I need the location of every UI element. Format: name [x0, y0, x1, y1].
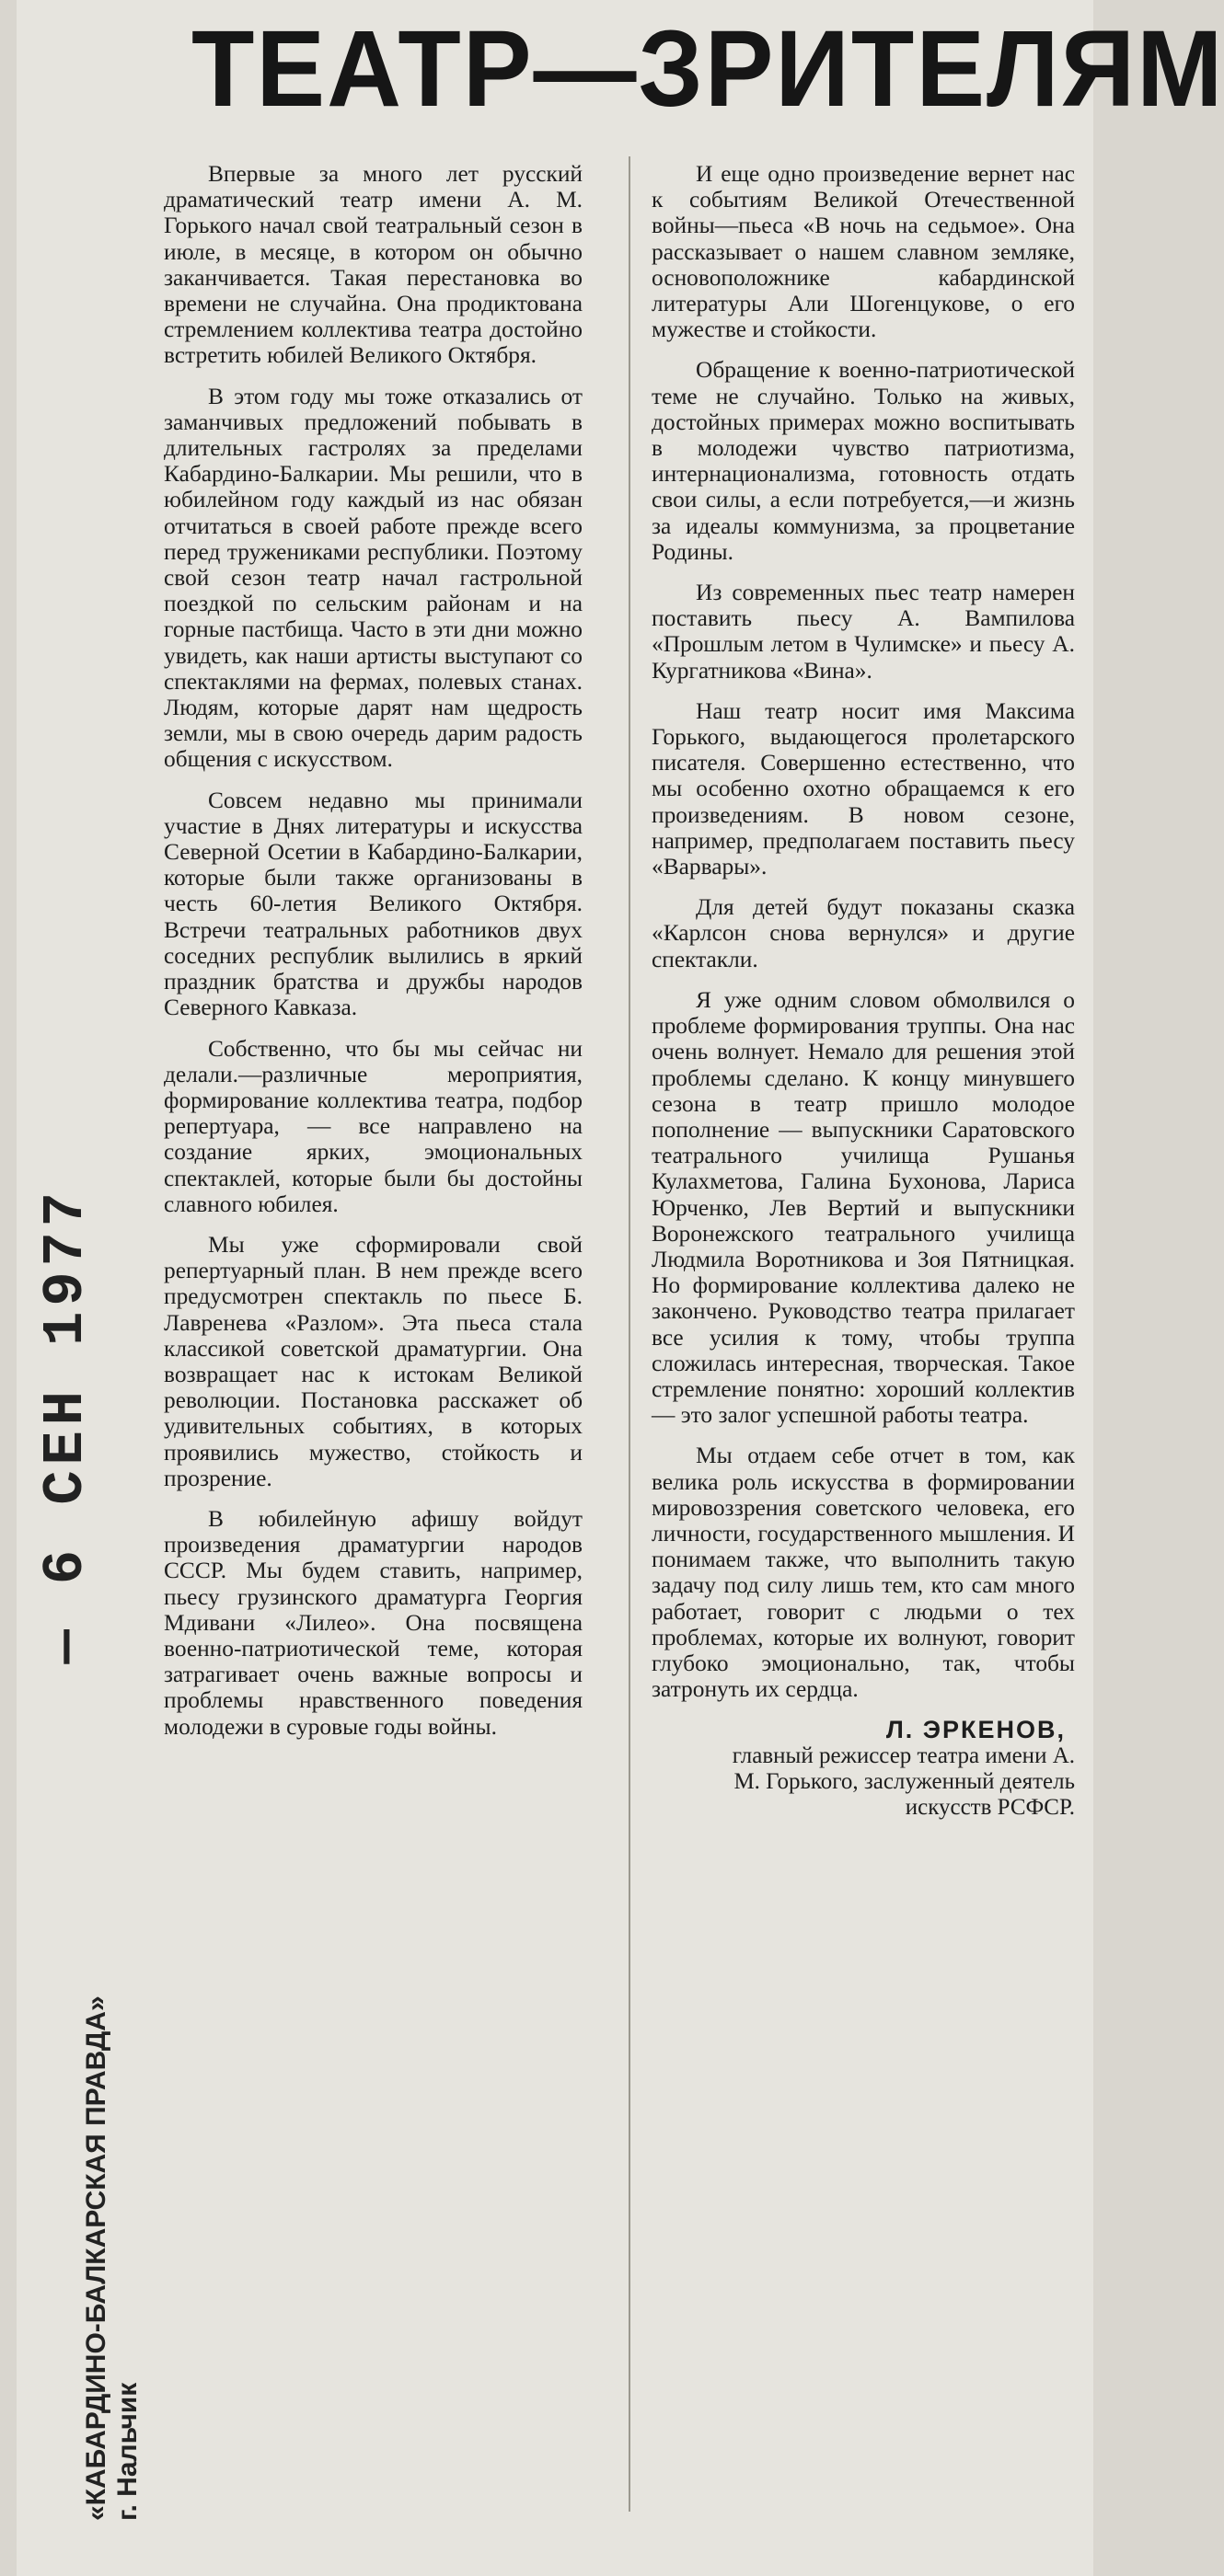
- paragraph: Впервые за много лет русский драматический театр имени А. М. Горького начал свой театральный сезон в июле, в месяце, в котором он обычно заканчивается. Такая перестановка во времени не случайна. Она продиктована стремлением коллектива театра достойно встретить юбилей Великого Октября.: [164, 161, 583, 369]
- article-column-right: [652, 161, 1075, 1821]
- paragraph: Собственно, что бы мы сейчас ни делали.—различные мероприятия, формирование коллектива театра, подбор репертуара, — все направлено на создание ярких, эмоциональных спектаклей, которые были бы достойны славного юбилея.: [164, 1035, 583, 1217]
- paragraph: И еще одно произведение вернет нас к событиям Великой Отечественной войны—пьеса «В ночь на седьмое». Она рассказывает о нашем славном земляке, основоположнике кабардинской литературы Али Шогенцукове, о его мужестве и стойкости.: [652, 161, 1075, 343]
- newspaper-clipping: [17, 0, 1224, 2576]
- paragraph: Наш театр носит имя Максима Горького, выдающегося пролетарского писателя. Совершенно естественно, что мы особенно охотно обращаемся к его произведениям. В новом сезоне, например, предполагаем поставить пьесу «Варвары».: [652, 697, 1075, 880]
- author-name: Л. ЭРКЕНОВ,: [885, 1716, 1066, 1744]
- headline: ТЕАТР—ЗРИТЕЛЯМ: [191, 7, 1224, 130]
- paragraph: Обращение к военно-патриотической теме не случайно. Только на живых, достойных примерах можно воспитывать в молодежи чувство патриотизма, интернационализма, готовность отдать свои силы, а если потребуется,—и жизнь за идеалы коммунизма, за процветание Родины.: [652, 357, 1075, 565]
- signature: [652, 1717, 1075, 1820]
- city-name: г. Нальчик: [112, 2382, 143, 2521]
- source-label: [81, 1803, 143, 2521]
- paragraph: Мы отдаем себе отчет в том, как велика роль искусства в формировании мировоззрения советского человека, его личности, государственного мышления. И понимаем также, что выполнить такую задачу под силу лишь тем, кто сам много работает, говорит с людьми о тех проблемах, которые их волнуют, говорит глубоко эмоционально, так, чтобы затронуть их сердца.: [652, 1443, 1075, 1703]
- article-column-left: [164, 161, 583, 1754]
- paragraph: Мы уже сформировали свой репертуарный план. В нем прежде всего предусмотрен спектакль по пьесе Б. Лавренева «Разлом». Эта пьеса стала классикой советской драматургии. Она возвращает нас к истокам Великой революции. Постановка расскажет об удивительных событиях, в которых проявились мужество, стойкость и прозрение.: [164, 1231, 583, 1491]
- paragraph: В этом году мы тоже отказались от заманчивых предложений побывать в длительных гастролях за пределами Кабардино-Балкарии. Мы решили, что в юбилейном году каждый из нас обязан отчитаться в своей работе прежде всего перед тружениками республики. Поэтому свой сезон театр начал гастрольной поездкой по сельским районам и на горные пастбища. Часто в эти дни можно увидеть, как наши артисты выступают со спектаклями на фермах, полевых станах. Людям, которые дарят нам щедрость земли, мы в свою очередь дарим радость общения с искусством.: [164, 383, 583, 773]
- paragraph: В юбилейную афишу войдут произведения драматургии народов СССР. Мы будем ставить, например, пьесу грузинского драматурга Георгия Мдивани «Лилео». Она посвящена военно-патриотической теме, которая затрагивает очень важные вопросы и проблемы нравственного поведения молодежи в суровые годы войны.: [164, 1505, 583, 1740]
- column-divider: [629, 156, 630, 2512]
- paragraph: Я уже одним словом обмолвился о проблеме формирования труппы. Она нас очень волнует. Немало для решения этой проблемы сделано. К концу минувшего сезона в театр пришло молодое пополнение — выпускники Саратовского театрального училища Рушанья Кулахметова, Галина Бухонова, Лариса Юрченко, Лев Вертий и выпускники Воронежского театрального училища Людмила Воротникова и Зоя Пятницкая. Но формирование коллектива далеко не закончено. Руководство театра прилагает все усилия к тому, чтобы труппа сложилась интересная, творческая. Такое стремление понятно: хороший коллектив — это залог успешной работы театра.: [652, 986, 1075, 1429]
- paragraph: Из современных пьес театр намерен поставить пьесу А. Вампилова «Прошлым летом в Чулимске» и пьесу А. Кургатникова «Вина».: [652, 580, 1075, 684]
- date-stamp: — 6 СЕН 1977: [33, 1187, 98, 1664]
- newspaper-name: «КАБАРДИНО-БАЛКАРСКАЯ ПРАВДА»: [81, 1995, 111, 2521]
- author-title: главный режиссер театра имени А. М. Горького, заслуженный деятель искусств РСФСР.: [732, 1742, 1075, 1820]
- paragraph: Совсем недавно мы принимали участие в Днях литературы и искусства Северной Осетии в Кабардино-Балкарии, которые были также организованы в честь 60-летия Великого Октября. Встречи театральных работников двух соседних республик вылились в яркий праздник братства и дружбы народов Северного Кавказа.: [164, 787, 583, 1021]
- paragraph: Для детей будут показаны сказка «Карлсон снова вернулся» и другие спектакли.: [652, 894, 1075, 972]
